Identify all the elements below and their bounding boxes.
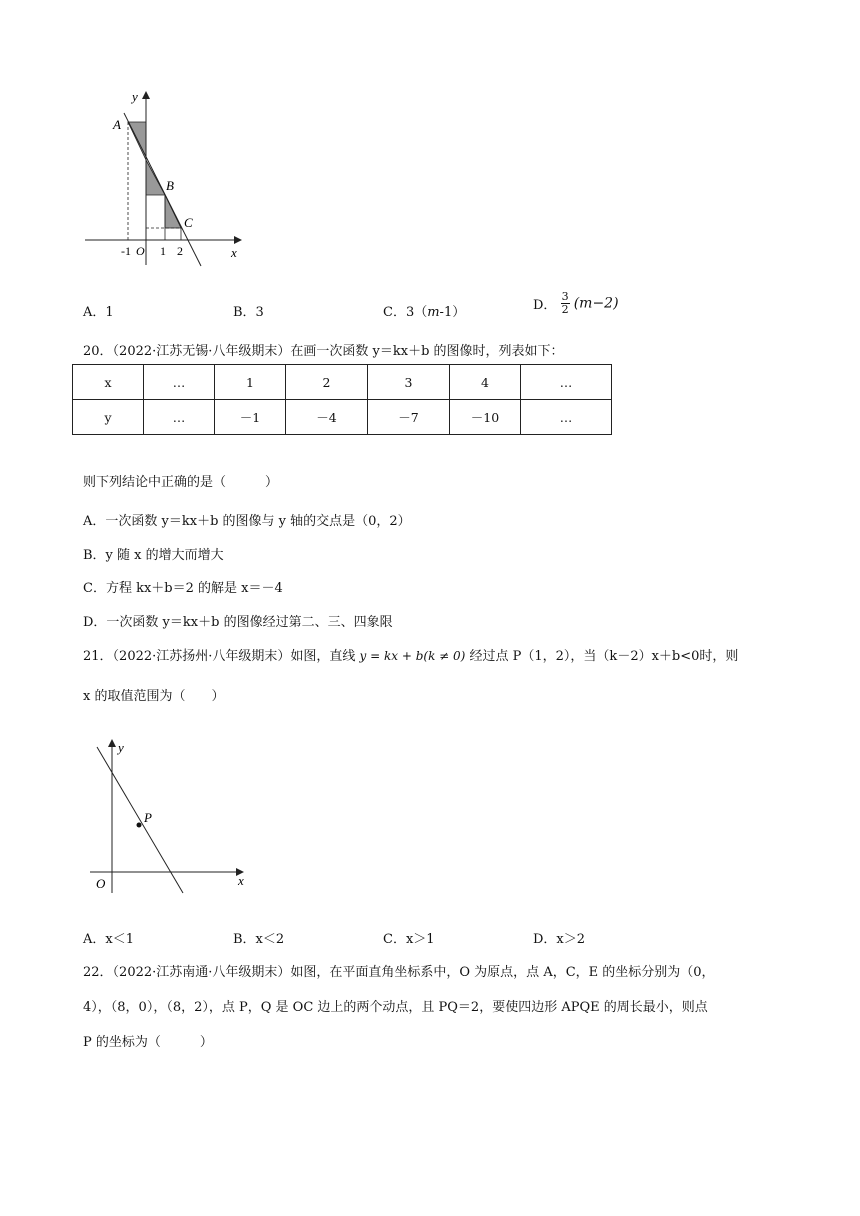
- table-cell: x: [73, 365, 144, 400]
- table-row-x: [73, 365, 612, 400]
- point-b-label: B: [166, 178, 174, 193]
- point-a-label: A: [113, 117, 121, 132]
- table-cell: －7: [368, 400, 450, 435]
- table-cell: …: [144, 400, 215, 435]
- table-cell: …: [144, 365, 215, 400]
- x-axis-label: x: [238, 873, 244, 888]
- y-axis-label: y: [132, 89, 138, 104]
- point-p-label: P: [144, 810, 152, 825]
- tick-minus-1: -1: [121, 244, 131, 258]
- q19-option-d-fraction: [561, 291, 570, 316]
- table-cell: 4: [450, 365, 521, 400]
- q20-option-d: D．一次函数 y＝kx＋b 的图像经过第二、三、四象限: [83, 615, 393, 630]
- q19-option-c: [383, 301, 465, 320]
- table-cell: y: [73, 400, 144, 435]
- fraction-numerator: 3: [561, 290, 569, 303]
- q19-option-d-expr: (m−2): [573, 295, 619, 312]
- table-cell: 3: [368, 365, 450, 400]
- q21-option-a: A．x＜1: [83, 932, 134, 947]
- q19-option-c-post: -1）: [439, 305, 466, 320]
- table-cell: …: [521, 365, 612, 400]
- origin-label: O: [136, 244, 145, 258]
- q21-stem-pre: 21．（2022·江苏扬州·八年级期末）如图，直线: [83, 649, 356, 664]
- table-cell: 1: [215, 365, 286, 400]
- q22-stem-line1: 22．（2022·江苏南通·八年级期末）如图，在平面直角坐标系中，O 为原点，点 A，C，E 的坐标分别为（0，: [83, 965, 715, 980]
- q20-stem: 20．（2022·江苏无锡·八年级期末）在画一次函数 y＝kx＋b 的图像时，列表如下：: [83, 344, 564, 359]
- table-cell: －1: [215, 400, 286, 435]
- q21-stem-post: 经过点 P（1，2），当（k－2）x＋b<0时，则: [469, 649, 739, 664]
- q19-option-d: [533, 291, 619, 316]
- q20-option-c: C．方程 kx＋b＝2 的解是 x＝－4: [83, 581, 283, 596]
- tick-2: 2: [177, 244, 183, 258]
- q20-option-a: A．一次函数 y＝kx＋b 的图像与 y 轴的交点是（0，2）: [83, 514, 411, 529]
- q19-option-d-pre: D．: [533, 298, 557, 313]
- point-p: [137, 823, 142, 828]
- q20-value-table: [72, 364, 612, 435]
- point-c-label: C: [184, 215, 193, 230]
- q22-stem-line3: P 的坐标为（ ）: [83, 1035, 213, 1050]
- shaded-triangle-a: [128, 122, 146, 160]
- table-cell: 2: [286, 365, 368, 400]
- x-axis-label: x: [231, 245, 237, 260]
- tick-1: 1: [160, 244, 166, 258]
- q19-option-c-pre: C．3（: [383, 305, 428, 320]
- q19-option-b: B．3: [233, 305, 264, 320]
- fraction-denominator: 2: [561, 303, 569, 316]
- q21-option-b: B．x＜2: [233, 932, 285, 947]
- q21-stem-formula: y = kx + b(k ≠ 0): [359, 649, 466, 663]
- q21-option-d: D．x＞2: [533, 932, 586, 947]
- table-cell: －4: [286, 400, 368, 435]
- origin-label: O: [96, 876, 106, 891]
- q19-figure: [80, 85, 250, 270]
- q20-ask: 则下列结论中正确的是（ ）: [83, 475, 279, 490]
- function-line: [97, 747, 183, 893]
- y-axis-label: y: [118, 740, 124, 755]
- q21-figure: [82, 735, 252, 895]
- table-cell: …: [521, 400, 612, 435]
- q22-stem-line2: 4），（8，0），（8，2），点 P，Q 是 OC 边上的两个动点，且 PQ＝2，要使四边形 APQE 的周长最小，则点: [83, 1000, 708, 1015]
- q19-option-a: A．1: [83, 305, 114, 320]
- q21-stem-line2: x 的取值范围为（ ）: [83, 689, 225, 704]
- q21-option-c: C．x＞1: [383, 932, 435, 947]
- q20-option-b: B．y 随 x 的增大而增大: [83, 548, 224, 563]
- table-cell: －10: [450, 400, 521, 435]
- q21-stem: [83, 645, 738, 664]
- q19-option-c-var: m: [427, 305, 440, 320]
- table-row-y: [73, 400, 612, 435]
